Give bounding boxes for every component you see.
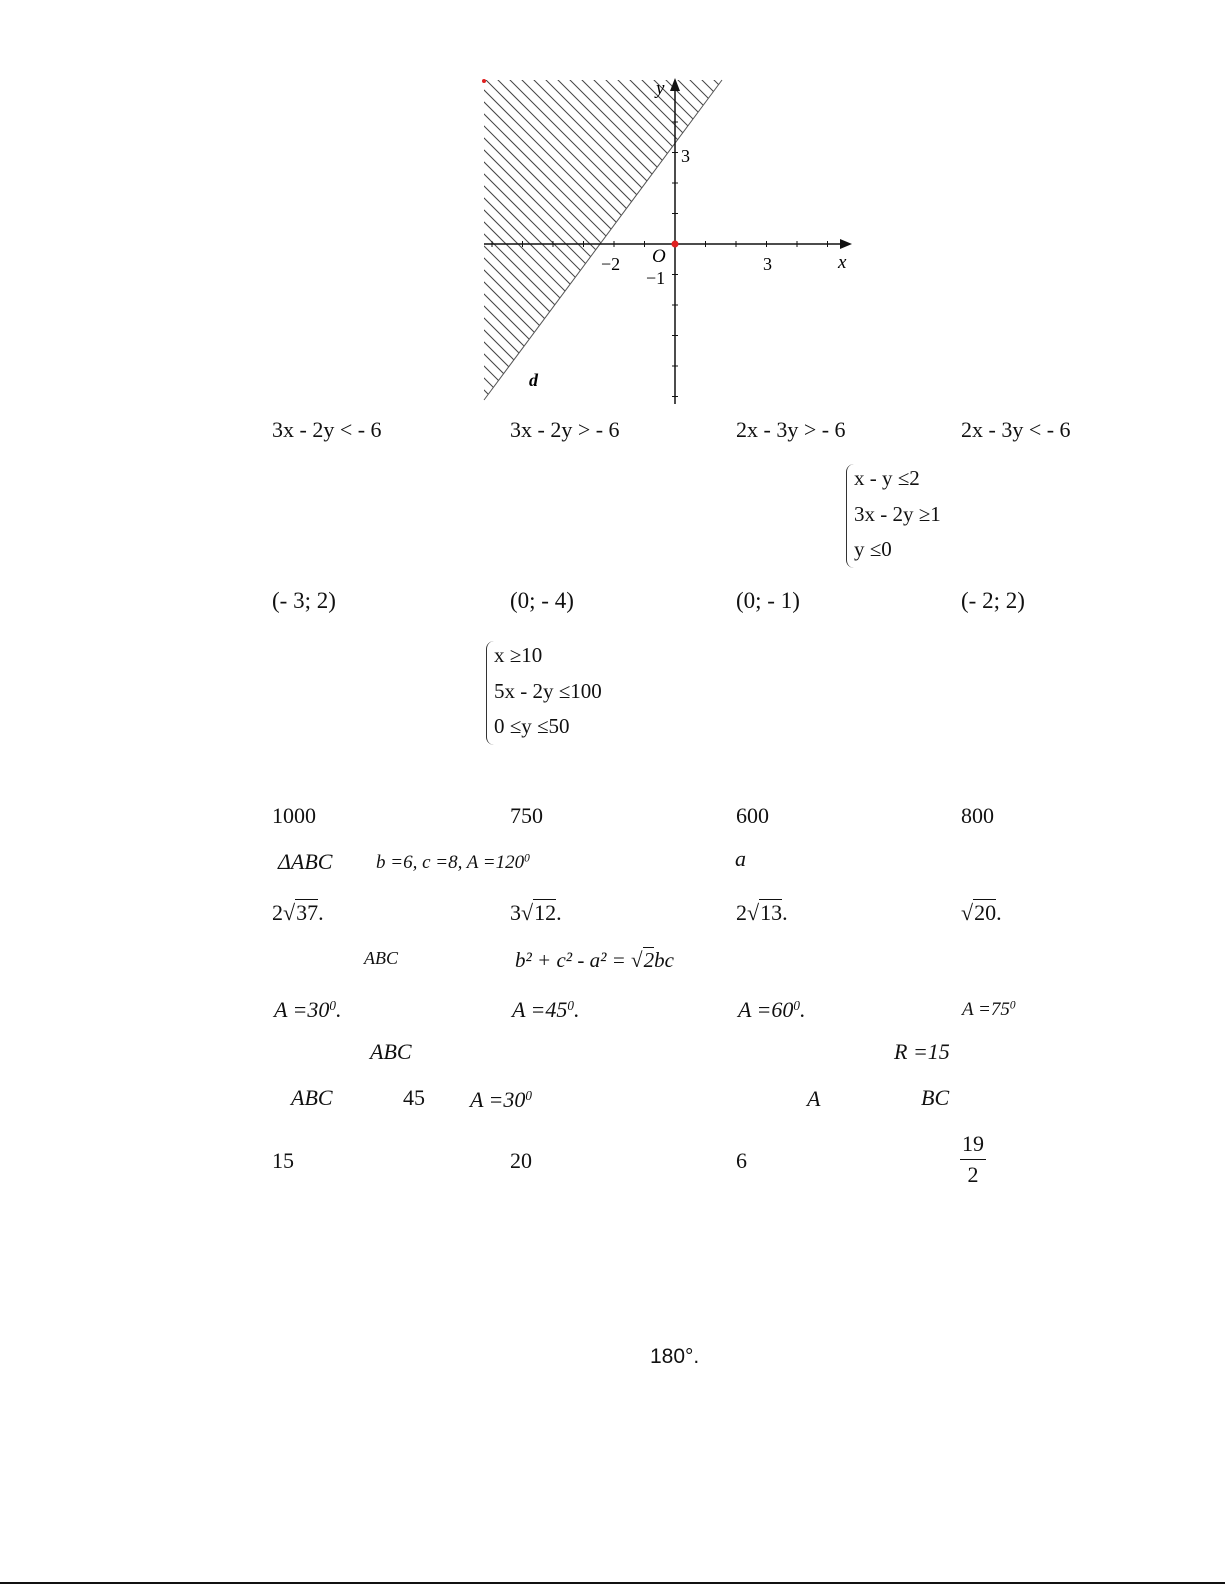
y-axis-arrow [670,78,680,91]
q5-eq-right: bc [654,948,674,972]
hatch-line [526,72,860,407]
q1-option-c[interactable]: 2x - 3y > - 6 [736,417,846,442]
system2-line-2: 5x - 2y ≤100 [494,679,602,703]
tail: . [782,900,788,925]
q7-angle-text: A =30 [470,1087,526,1112]
system2-line-3: 0 ≤y ≤50 [494,714,570,738]
hatch-line [470,72,542,407]
hatch-line [766,72,860,407]
hatch-line [470,72,686,407]
hatch-line [754,72,860,407]
hatch-line [470,72,674,407]
q3-option-b[interactable]: 750 [510,803,543,828]
x-axis-label: x [838,252,847,273]
y-axis-label: y [656,78,665,99]
line-d-label: d [529,370,538,390]
hatch-line [470,72,794,407]
inequality-system-1 [846,464,986,568]
hatch-line [586,72,860,407]
q7-option-c[interactable]: 6 [736,1148,747,1173]
hatch-line [470,72,530,407]
system2-line-1: x ≥10 [494,643,543,667]
x-axis-arrow [840,239,852,249]
hatch-line [706,72,860,407]
hatch-line [538,72,860,407]
hatch-line [470,72,806,407]
hatch-line [470,72,590,407]
hatch-line [670,72,860,407]
hatch-line [790,72,860,407]
hatch-line [470,72,734,407]
q7-vertex: A [807,1086,821,1111]
hatch-line [598,72,860,407]
y-pos-label: 3 [681,146,690,166]
origin-dot [672,241,679,248]
q1-option-d[interactable]: 2x - 3y < - 6 [961,417,1071,442]
q4-option-c[interactable]: 2√13. [736,900,788,925]
q6-radius: R =15 [894,1039,950,1064]
coef: 2 [272,900,283,925]
hatch-line [622,72,860,407]
q5-option-b[interactable] [512,997,579,1023]
base: A =60 [738,997,794,1022]
q4-unknown: a [735,846,746,871]
q7-option-b[interactable]: 20 [510,1148,532,1173]
fraction-denominator: 2 [967,1162,979,1187]
q5-eq-left: b² + c² - a² = [515,948,626,972]
q3-option-d[interactable]: 800 [961,803,994,828]
coef: 2 [736,900,747,925]
hatch-line [470,72,482,407]
exp: 0 [329,997,336,1013]
corner-dot [482,79,486,83]
hatch-line [838,72,860,407]
hatch-line [470,72,770,407]
base: A =30 [274,997,330,1022]
y-neg-label: −1 [646,268,666,288]
shaded-region [470,72,860,407]
footer-angle-text: 180°. [650,1345,700,1368]
hatch-line [802,72,860,407]
q5-option-a[interactable] [274,997,341,1023]
hatch-line [694,72,860,407]
tail: . [318,900,324,925]
q2-option-d[interactable]: (- 2; 2) [961,588,1025,613]
hatch-line [470,72,554,407]
q5-eq-radicand: 2 [643,948,655,972]
q4-triangle: ΔABC [278,849,333,874]
hatch-line [850,72,860,407]
hatch-line [470,72,626,407]
q7-triangle: ABC [291,1085,333,1110]
q7-option-a[interactable]: 15 [272,1148,294,1173]
q5-triangle: ABC [364,948,398,968]
radicand: 12 [534,900,557,925]
q1-option-a[interactable]: 3x - 2y < - 6 [272,417,382,442]
radicand: 13 [760,900,783,925]
q7-side: BC [921,1085,950,1110]
hatch-line [682,72,860,407]
radicand: 37 [296,900,319,925]
x-neg-label: −2 [601,254,621,274]
exp: 0 [793,997,800,1013]
hatch-line [778,72,860,407]
q2-option-c[interactable]: (0; - 1) [736,588,800,613]
hatch-line [646,72,860,407]
system1-line-1: x - y ≤2 [854,466,920,490]
fraction-bar [960,1159,986,1160]
inequality-system-2 [486,641,636,745]
tail: . [799,997,806,1022]
q1-option-b[interactable]: 3x - 2y > - 6 [510,417,620,442]
tail: . [335,997,342,1022]
q4-given [376,852,530,874]
q7-number: 45 [403,1085,425,1110]
hatch-line [742,72,860,407]
q5-option-d[interactable] [962,999,1016,1021]
q3-option-c[interactable]: 600 [736,803,769,828]
hatch-line [718,72,860,407]
q6-triangle: ABC [370,1039,412,1064]
coef: 3 [510,900,521,925]
system1-line-2: 3x - 2y ≥1 [854,502,941,526]
bottom-rule [0,1582,1225,1584]
hatch-line [826,72,860,407]
exp: 0 [567,997,574,1013]
q3-option-a[interactable]: 1000 [272,803,316,828]
q4-option-d[interactable]: √20. [961,900,1002,925]
system1-line-3: y ≤0 [854,537,892,561]
hatch-line [550,72,860,407]
q7-option-d[interactable] [960,1131,986,1188]
exp: 0 [1009,999,1016,1012]
hatch-line [814,72,860,407]
inequality-graph [470,72,860,407]
hatch-line [610,72,860,407]
q5-option-c[interactable] [738,997,805,1023]
hatch-line [470,72,494,407]
hatch-line [562,72,860,407]
q2-option-b[interactable]: (0; - 4) [510,588,574,613]
tail: . [556,900,562,925]
x-pos-label: 3 [763,254,772,274]
tail: . [573,997,580,1022]
base: A =75 [962,999,1010,1020]
boundary-line-d [484,80,722,400]
radicand: 20 [974,900,997,925]
tail: . [996,900,1002,925]
q4-option-b[interactable]: 3√12. [510,900,562,925]
hatch-line [574,72,860,407]
origin-label: O [652,246,666,267]
fraction-numerator: 19 [962,1131,984,1156]
hatch-line [658,72,860,407]
q7-angle [470,1087,532,1113]
q7-angle-exp: 0 [525,1087,532,1103]
q5-equation: b² + c² - a² = √2bc [515,948,674,972]
hatch-line [470,72,506,407]
base: A =45 [512,997,568,1022]
hatch-line [634,72,860,407]
q4-given-exp: 0 [524,852,530,865]
q2-option-a[interactable]: (- 3; 2) [272,588,336,613]
q4-given-text: b =6, c =8, A =120 [376,852,525,873]
q4-option-a[interactable]: 2√37. [272,900,324,925]
hatch-line [470,72,650,407]
